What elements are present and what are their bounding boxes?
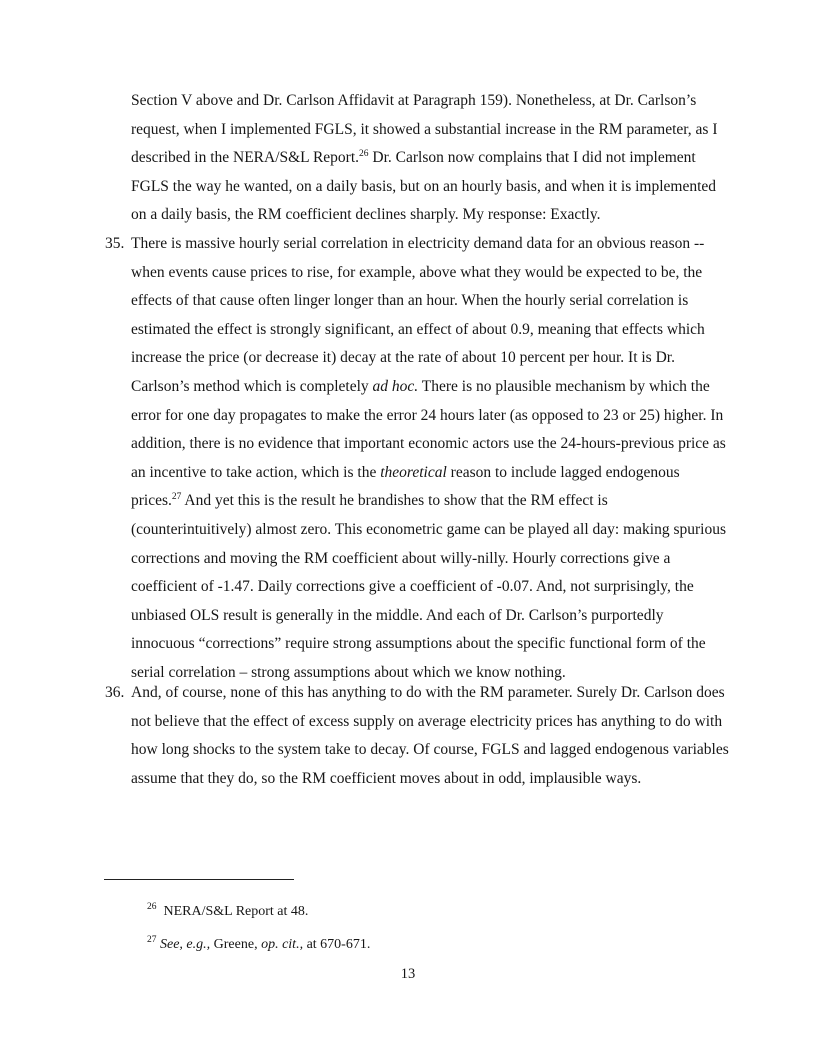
footnote-27 <box>147 935 370 955</box>
footnote-ref-26[interactable]: 26 <box>359 149 369 160</box>
footnote-text: Greene, <box>210 937 262 952</box>
emphasis-text: theoretical <box>380 463 447 481</box>
paragraph-number: 36. <box>105 684 125 701</box>
paragraph-text: There is massive hourly serial correlation in electricity demand data for an obvious reason -- when events cause prices to rise, for example, above what they would be expected to be, the effects of that cause often linger longer than an hour. When the hourly serial correlation is estimated the effect is strongly significant, an effect of about 0.9, meaning that effects which increase the price (or decrease it) decay at the rate of about 10 percent per hour. It is Dr. Carlson’s method which is completely <box>131 235 705 395</box>
paragraph-text: Dr. Carlson now complains that I did not implement FGLS the way he wanted, on a daily basis, but on an hourly basis, and when it is implemented on a daily basis, the RM coefficient declines sharply. My response: Exactly. <box>131 149 717 224</box>
emphasis-text: See, e.g., <box>160 937 211 952</box>
paragraph-text: There is no plausible mechanism by which the error for one day propagates to make the error 24 hours later (as opposed to 23 or 25) higher. In addition, there is no evidence that important economic actors use the 24-hours-previous price as an incentive to take action, which is the <box>131 377 726 481</box>
paragraph-body: And, of course, none of this has anything to do with the RM parameter. Surely Dr. Carlson does not believe that the effect of excess supply on average electricity prices has anything to do with how long shocks to the system take to decay. Of course, FGLS and lagged endogenous variables assume that they do, so the RM coefficient moves about in odd, implausible ways. <box>131 684 729 787</box>
footnote-ref-27[interactable]: 27 <box>171 492 182 503</box>
paragraph-continuation <box>131 87 731 230</box>
footnote-text: NERA/S&L Report at 48. <box>163 904 309 919</box>
footnote-number: 27 <box>147 935 157 945</box>
footnote-separator <box>104 879 294 880</box>
footnote-text: at 670-671. <box>303 937 371 952</box>
footnote-number: 26 <box>147 902 157 912</box>
footnote-26 <box>147 902 308 922</box>
emphasis-text: ad hoc. <box>372 377 419 395</box>
paragraph-35 <box>105 230 731 688</box>
paragraph-number: 35. <box>105 235 125 252</box>
emphasis-text: op. cit., <box>261 937 304 952</box>
paragraph-body <box>131 230 731 688</box>
paragraph-36 <box>105 679 731 793</box>
paragraph-text: reason to include lagged endogenous prices. <box>131 463 680 510</box>
page-number: 13 <box>400 966 416 982</box>
paragraph-text: Section V above and Dr. Carlson Affidavit at Paragraph 159). Nonetheless, at Dr. Carlson’s request, when I implemented FGLS, it showed a substantial increase in the RM parameter, as I described in the NERA/S&L Report. <box>131 92 718 167</box>
paragraph-text: And yet this is the result he brandishes to show that the RM effect is (counterintuitively) almost zero. This econometric game can be played all day: making spurious corrections and moving the RM coefficient about willy-nilly. Hourly corrections give a coefficient of -1.47. Daily corrections give a coefficient of -0.07. And, not surprisingly, the unbiased OLS result is generally in the middle. And each of Dr. Carlson’s purportedly innocuous “corrections” require strong assumptions about the specific functional form of the serial correlation – strong assumptions about which we know nothing. <box>131 492 726 681</box>
